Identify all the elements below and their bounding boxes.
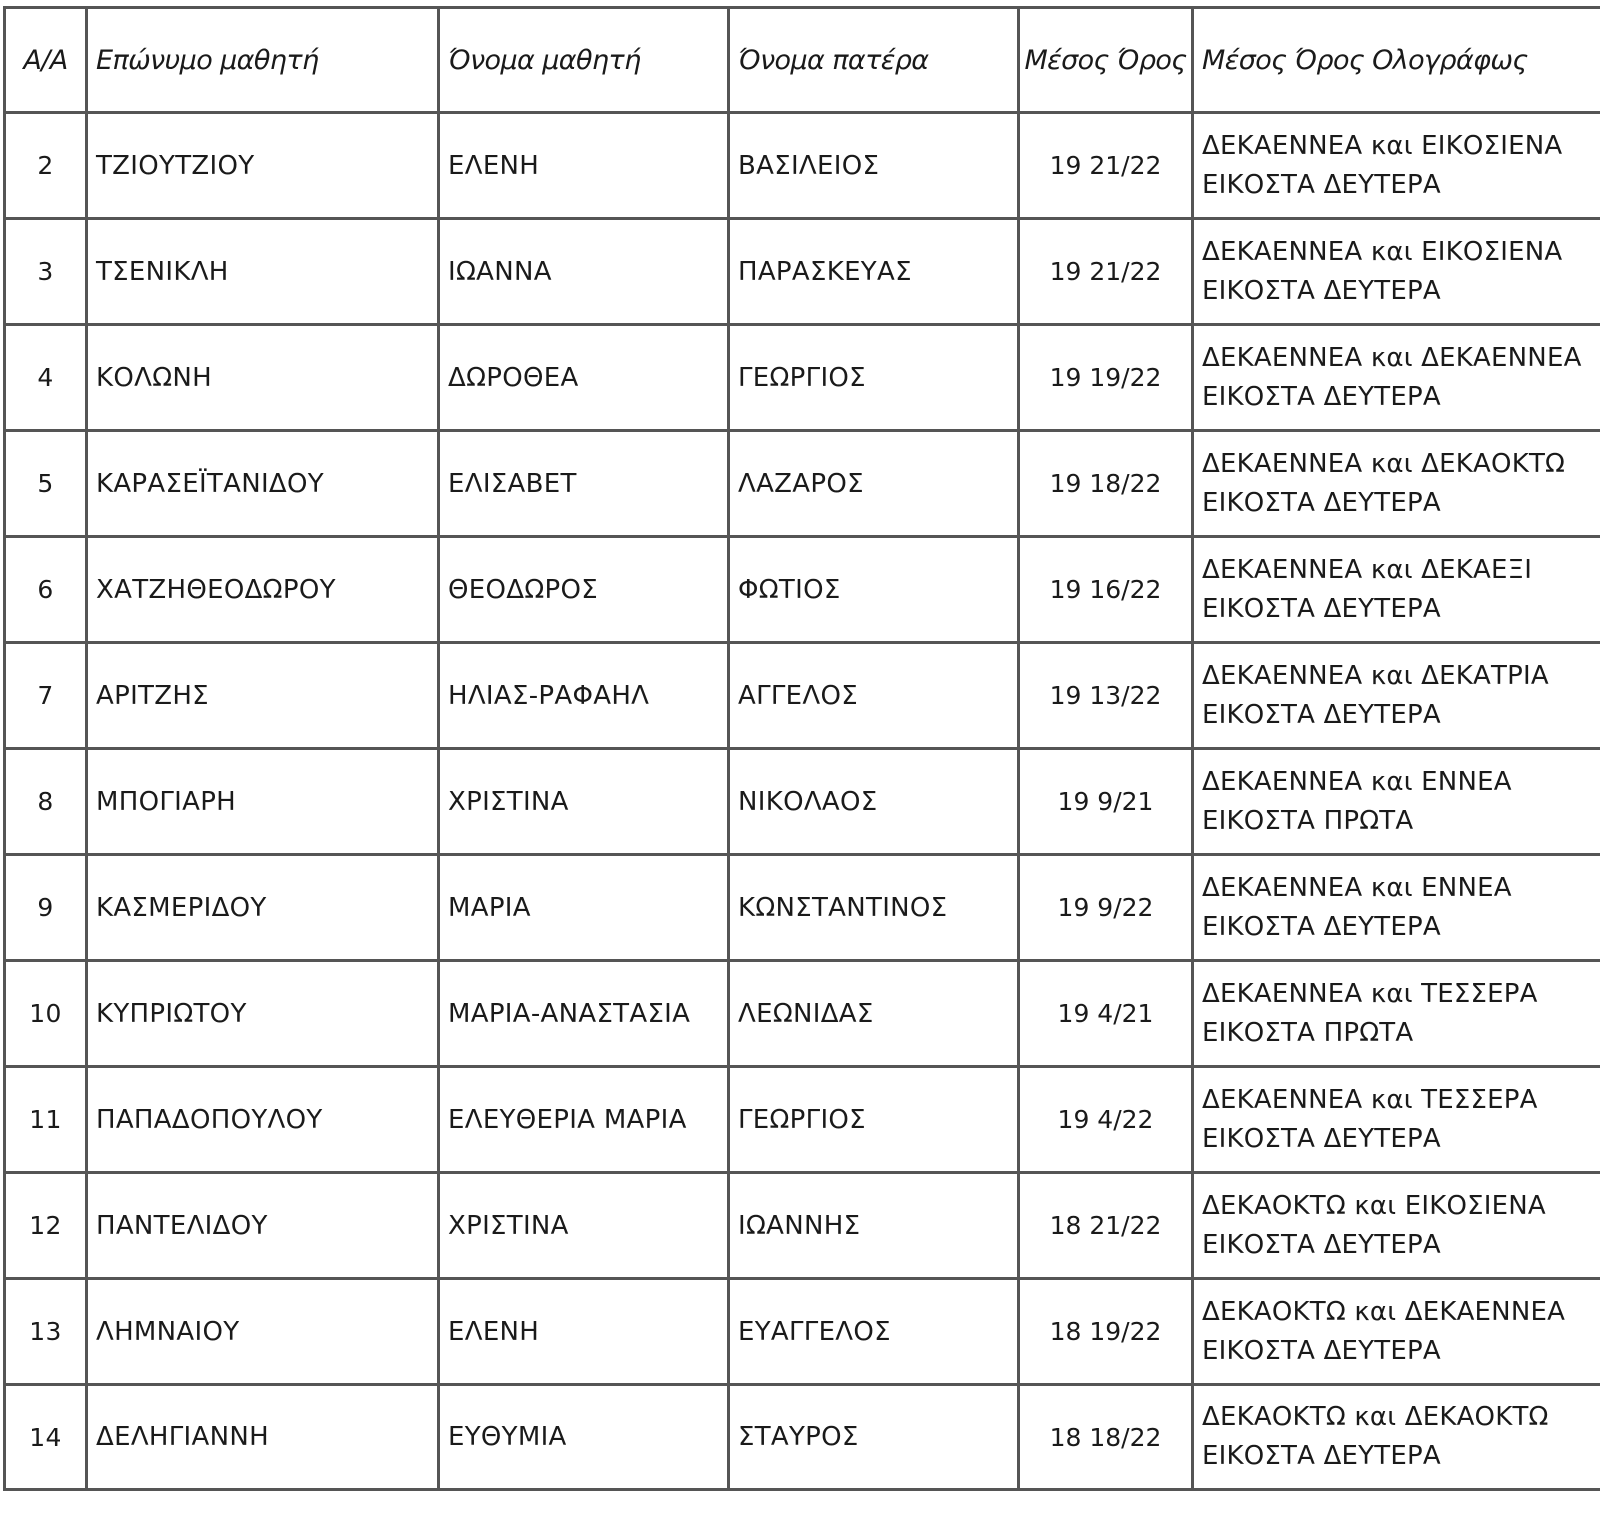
cell-surname: ΤΖΙΟΥΤΖΙΟΥ: [87, 113, 439, 219]
cell-father: ΓΕΩΡΓΙΟΣ: [729, 1067, 1019, 1173]
header-row: [5, 8, 1600, 113]
cell-average-words: ΔΕΚΑΕΝΝΕΑ και ΤΕΣΣΕΡΑ ΕΙΚΟΣΤΑ ΠΡΩΤΑ: [1193, 961, 1600, 1067]
cell-name: ΧΡΙΣΤΙΝΑ: [439, 749, 729, 855]
cell-average: 18 18/22: [1019, 1385, 1193, 1490]
table-row: [5, 961, 1600, 1067]
cell-aa: 13: [5, 1279, 87, 1385]
cell-average: 19 9/22: [1019, 855, 1193, 961]
table-row: [5, 219, 1600, 325]
cell-aa: 10: [5, 961, 87, 1067]
cell-aa: 7: [5, 643, 87, 749]
cell-average-words: ΔΕΚΑΕΝΝΕΑ και ΕΝΝΕΑ ΕΙΚΟΣΤΑ ΔΕΥΤΕΡΑ: [1193, 855, 1600, 961]
cell-father: ΕΥΑΓΓΕΛΟΣ: [729, 1279, 1019, 1385]
cell-average-words: ΔΕΚΑΕΝΝΕΑ και ΕΙΚΟΣΙΕΝΑ ΕΙΚΟΣΤΑ ΔΕΥΤΕΡΑ: [1193, 219, 1600, 325]
cell-average-words: ΔΕΚΑΕΝΝΕΑ και ΔΕΚΑΕΞΙ ΕΙΚΟΣΤΑ ΔΕΥΤΕΡΑ: [1193, 537, 1600, 643]
cell-surname: ΤΣΕΝΙΚΛΗ: [87, 219, 439, 325]
cell-surname: ΚΑΡΑΣΕΪΤΑΝΙΔΟΥ: [87, 431, 439, 537]
cell-surname: ΚΥΠΡΙΩΤΟΥ: [87, 961, 439, 1067]
cell-average: 18 21/22: [1019, 1173, 1193, 1279]
cell-aa: 12: [5, 1173, 87, 1279]
cell-father: ΝΙΚΟΛΑΟΣ: [729, 749, 1019, 855]
table-row: [5, 1385, 1600, 1490]
cell-surname: ΠΑΠΑΔΟΠΟΥΛΟΥ: [87, 1067, 439, 1173]
header-aa: Α/Α: [5, 8, 87, 113]
cell-name: ΙΩΑΝΝΑ: [439, 219, 729, 325]
cell-average-words: ΔΕΚΑΕΝΝΕΑ και ΕΙΚΟΣΙΕΝΑ ΕΙΚΟΣΤΑ ΔΕΥΤΕΡΑ: [1193, 113, 1600, 219]
table-row: [5, 1279, 1600, 1385]
cell-average-words: ΔΕΚΑΕΝΝΕΑ και ΔΕΚΑΟΚΤΩ ΕΙΚΟΣΤΑ ΔΕΥΤΕΡΑ: [1193, 431, 1600, 537]
cell-aa: 9: [5, 855, 87, 961]
cell-average: 19 18/22: [1019, 431, 1193, 537]
cell-father: ΚΩΝΣΤΑΝΤΙΝΟΣ: [729, 855, 1019, 961]
table-row: [5, 1067, 1600, 1173]
cell-father: ΛΑΖΑΡΟΣ: [729, 431, 1019, 537]
cell-name: ΜΑΡΙΑ-ΑΝΑΣΤΑΣΙΑ: [439, 961, 729, 1067]
cell-surname: ΚΑΣΜΕΡΙΔΟΥ: [87, 855, 439, 961]
cell-name: ΕΛΙΣΑΒΕΤ: [439, 431, 729, 537]
table-row: [5, 431, 1600, 537]
cell-surname: ΚΟΛΩΝΗ: [87, 325, 439, 431]
cell-name: ΕΛΕΝΗ: [439, 113, 729, 219]
cell-father: ΦΩΤΙΟΣ: [729, 537, 1019, 643]
header-surname: Επώνυμο μαθητή: [87, 8, 439, 113]
cell-name: ΕΛΕΝΗ: [439, 1279, 729, 1385]
table-row: [5, 1173, 1600, 1279]
cell-surname: ΑΡΙΤΖΗΣ: [87, 643, 439, 749]
cell-aa: 8: [5, 749, 87, 855]
table-row: [5, 855, 1600, 961]
table-row: [5, 113, 1600, 219]
header-father: Όνομα πατέρα: [729, 8, 1019, 113]
cell-average-words: ΔΕΚΑΕΝΝΕΑ και ΤΕΣΣΕΡΑ ΕΙΚΟΣΤΑ ΔΕΥΤΕΡΑ: [1193, 1067, 1600, 1173]
header-average: Μέσος Όρος: [1019, 8, 1193, 113]
cell-aa: 2: [5, 113, 87, 219]
student-averages-table: [3, 6, 1600, 1491]
cell-average-words: ΔΕΚΑΟΚΤΩ και ΔΕΚΑΟΚΤΩ ΕΙΚΟΣΤΑ ΔΕΥΤΕΡΑ: [1193, 1385, 1600, 1490]
cell-name: ΧΡΙΣΤΙΝΑ: [439, 1173, 729, 1279]
cell-average: 19 21/22: [1019, 113, 1193, 219]
cell-aa: 6: [5, 537, 87, 643]
cell-father: ΛΕΩΝΙΔΑΣ: [729, 961, 1019, 1067]
cell-surname: ΛΗΜΝΑΙΟΥ: [87, 1279, 439, 1385]
cell-average: 19 9/21: [1019, 749, 1193, 855]
table-row: [5, 749, 1600, 855]
cell-surname: ΧΑΤΖΗΘΕΟΔΩΡΟΥ: [87, 537, 439, 643]
cell-aa: 4: [5, 325, 87, 431]
cell-aa: 11: [5, 1067, 87, 1173]
cell-father: ΠΑΡΑΣΚΕΥΑΣ: [729, 219, 1019, 325]
cell-average-words: ΔΕΚΑΟΚΤΩ και ΔΕΚΑΕΝΝΕΑ ΕΙΚΟΣΤΑ ΔΕΥΤΕΡΑ: [1193, 1279, 1600, 1385]
cell-name: ΘΕΟΔΩΡΟΣ: [439, 537, 729, 643]
cell-name: ΕΛΕΥΘΕΡΙΑ ΜΑΡΙΑ: [439, 1067, 729, 1173]
cell-surname: ΜΠΟΓΙΑΡΗ: [87, 749, 439, 855]
cell-average-words: ΔΕΚΑΕΝΝΕΑ και ΔΕΚΑΕΝΝΕΑ ΕΙΚΟΣΤΑ ΔΕΥΤΕΡΑ: [1193, 325, 1600, 431]
cell-surname: ΔΕΛΗΓΙΑΝΝΗ: [87, 1385, 439, 1490]
cell-aa: 14: [5, 1385, 87, 1490]
cell-father: ΣΤΑΥΡΟΣ: [729, 1385, 1019, 1490]
cell-average: 19 21/22: [1019, 219, 1193, 325]
cell-surname: ΠΑΝΤΕΛΙΔΟΥ: [87, 1173, 439, 1279]
cell-average: 18 19/22: [1019, 1279, 1193, 1385]
cell-average-words: ΔΕΚΑΟΚΤΩ και ΕΙΚΟΣΙΕΝΑ ΕΙΚΟΣΤΑ ΔΕΥΤΕΡΑ: [1193, 1173, 1600, 1279]
header-name: Όνομα μαθητή: [439, 8, 729, 113]
cell-average: 19 16/22: [1019, 537, 1193, 643]
cell-aa: 3: [5, 219, 87, 325]
cell-average-words: ΔΕΚΑΕΝΝΕΑ και ΔΕΚΑΤΡΙΑ ΕΙΚΟΣΤΑ ΔΕΥΤΕΡΑ: [1193, 643, 1600, 749]
cell-father: ΓΕΩΡΓΙΟΣ: [729, 325, 1019, 431]
table-row: [5, 643, 1600, 749]
table-row: [5, 325, 1600, 431]
cell-father: ΙΩΑΝΝΗΣ: [729, 1173, 1019, 1279]
cell-average: 19 13/22: [1019, 643, 1193, 749]
cell-average-words: ΔΕΚΑΕΝΝΕΑ και ΕΝΝΕΑ ΕΙΚΟΣΤΑ ΠΡΩΤΑ: [1193, 749, 1600, 855]
cell-name: ΔΩΡΟΘΕΑ: [439, 325, 729, 431]
cell-name: ΗΛΙΑΣ-ΡΑΦΑΗΛ: [439, 643, 729, 749]
cell-name: ΕΥΘΥΜΙΑ: [439, 1385, 729, 1490]
cell-father: ΒΑΣΙΛΕΙΟΣ: [729, 113, 1019, 219]
cell-average: 19 19/22: [1019, 325, 1193, 431]
cell-average: 19 4/22: [1019, 1067, 1193, 1173]
cell-name: ΜΑΡΙΑ: [439, 855, 729, 961]
cell-average: 19 4/21: [1019, 961, 1193, 1067]
cell-father: ΑΓΓΕΛΟΣ: [729, 643, 1019, 749]
cell-aa: 5: [5, 431, 87, 537]
table-row: [5, 537, 1600, 643]
header-average-words: Μέσος Όρος Ολογράφως: [1193, 8, 1600, 113]
